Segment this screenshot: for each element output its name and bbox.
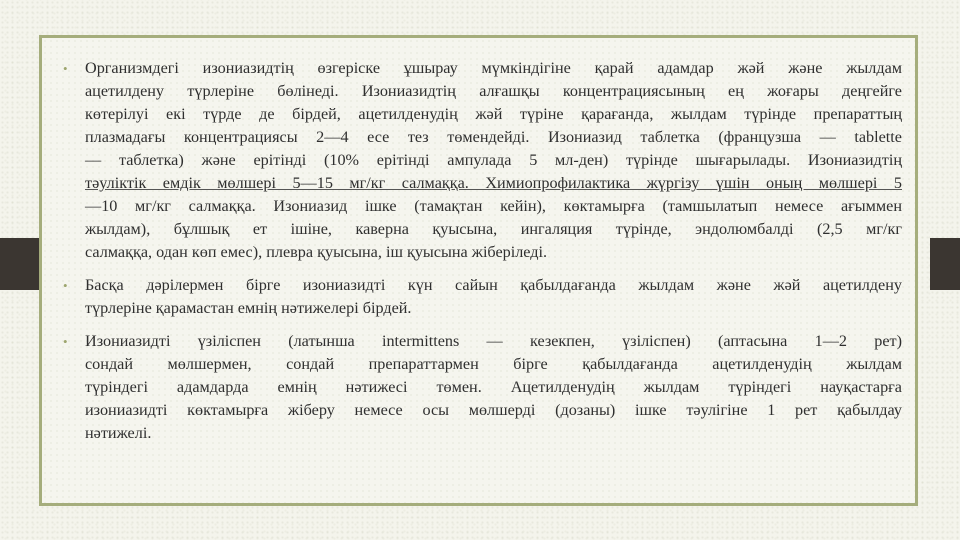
- text-line: түріндегі адамдарда емнің нәтижесі төмен. Ацетилденудің жылдам түріндегі науқастарға: [85, 378, 902, 396]
- left-decor-band: [0, 238, 40, 290]
- bullet-paragraph-1: [62, 57, 902, 264]
- text-line: — таблетка) және ерітінді (10% ерітінді ампулада 5 мл-ден) түрінде шығарылады. Изониазидтің: [85, 151, 902, 169]
- hyperlink-text[interactable]: тәуліктік емдік мөлшері 5—15 мг/кг салмаққа. Химиопрофилактика жүргізу үшін оның мөлшері 5: [85, 174, 902, 192]
- text-line: ацетилдену түрлеріне бөлінеді. Изониазидтің алғашқы концентрациясының ең жоғары деңгейге: [85, 82, 902, 100]
- bullet-icon: •: [63, 334, 68, 349]
- text-line: нәтижелі.: [85, 424, 152, 442]
- bullet-icon: •: [63, 61, 68, 76]
- text-line: түрлеріне қарамастан емнің нәтижелері бірдей.: [85, 299, 412, 317]
- right-decor-band: [930, 238, 960, 290]
- bullet-paragraph-3: [62, 330, 902, 445]
- slide-content: [62, 57, 902, 455]
- text-line: Организмдегі изониазидтің өзгеріске ұшырау мүмкіндігіне қарай адамдар жәй және жылдам: [85, 59, 902, 77]
- text-line: —10 мг/кг салмаққа. Изониазид ішке (тамақтан кейін), көктамырға (тамшылатып немесе ағыммен: [85, 197, 902, 215]
- text-line: Басқа дәрілермен бірге изониазидті күн сайын қабылдағанда жылдам және жәй ацетилдену: [85, 276, 902, 294]
- text-line: жылдам), бұлшық ет ішіне, каверна қуысына, ингаляция түрінде, эндолюмбалді (2,5 мг/кг: [85, 220, 902, 238]
- text-line: сондай мөлшермен, сондай препараттармен бірге қабылдағанда ацетилденудің жылдам: [85, 355, 902, 373]
- text-line: плазмадағы концентрациясы 2—4 есе тез төмендейді. Изониазид таблетка (французша — tablette: [85, 128, 902, 146]
- text-line: көтерілуі екі түрде де бірдей, ацетилденудің жәй түріне қарағанда, жылдам түрінде препараттың: [85, 105, 902, 123]
- text-line: салмаққа, одан көп емес), плевра қуысына, іш қуысына жіберіледі.: [85, 243, 548, 261]
- text-line: Изониазидті үзіліспен (латынша intermittens — кезекпен, үзіліспен) (аптасына 1—2 рет): [85, 332, 902, 350]
- bullet-paragraph-2: [62, 274, 902, 320]
- bullet-icon: •: [63, 278, 68, 293]
- text-line: изониазидті көктамырға жіберу немесе осы мөлшерді (дозаны) ішке тәулігіне 1 рет қабылдау: [85, 401, 902, 419]
- slide-frame: [39, 35, 918, 506]
